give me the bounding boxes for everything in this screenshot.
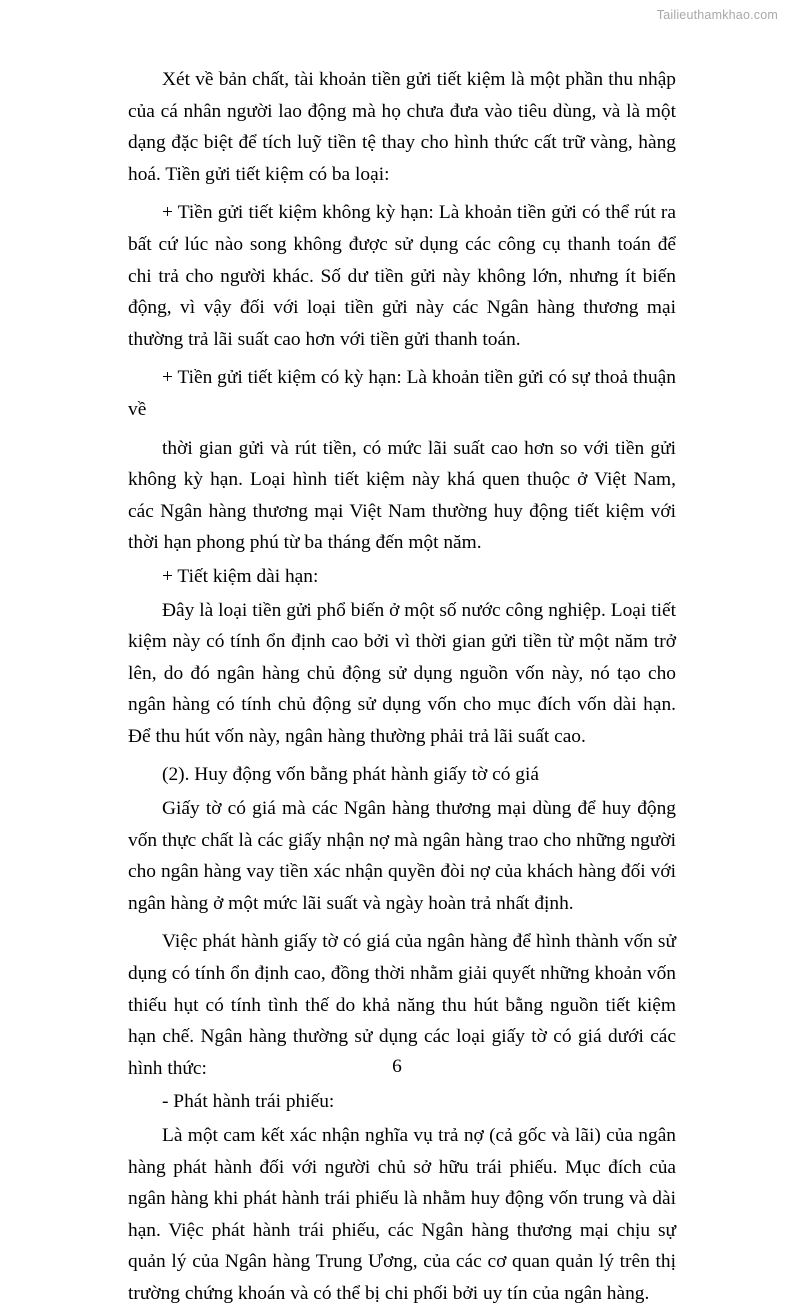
paragraph-1: Xét về bản chất, tài khoản tiền gửi tiết kiệm là một phần thu nhập của cá nhân người lao động mà họ chưa đưa vào tiêu dùng, và là một dạng đặc biệt để tích luỹ tiền tệ thay cho hình thức cất trữ vàng, hàng hoá. Tiền gửi tiết kiệm có ba loại: — [128, 69, 676, 185]
page-number: 6 — [392, 1056, 402, 1077]
paragraph-9: Việc phát hành giấy tờ có giá của ngân hàng để hình thành vốn sử dụng có tính ổn định cao, đồng thời nhằm giải quyết những khoản vốn thiếu hụt có tính tình thế do khả năng thu hút bằng nguồn tiết kiệm hạn chế. Ngân hàng thường sử dụng các loại giấy tờ có giá dưới các hình thức: — [128, 931, 676, 1079]
paragraph-6: Đây là loại tiền gửi phổ biến ở một số nước công nghiệp. Loại tiết kiệm này có tính ổn định cao bởi vì thời gian gửi tiền từ một năm trở lên, do đó ngân hàng chủ động sử dụng nguồn vốn này, nó tạo cho ngân hàng có tính chủ động sử dụng vốn cho mục đích vốn dài hạn. Để thu hút vốn này, ngân hàng thường phải trả lãi suất cao. — [128, 599, 676, 747]
paragraph-4: thời gian gửi và rút tiền, có mức lãi suất cao hơn so với tiền gửi không kỳ hạn. Loại hình tiết kiệm này khá quen thuộc ở Việt Nam, các Ngân hàng thương mại Việt Nam thường huy động tiết kiệm với thời hạn phong phú từ ba tháng đến một năm. — [128, 437, 676, 554]
paragraph-8: Giấy tờ có giá mà các Ngân hàng thương mại dùng để huy động vốn thực chất là các giấy nhận nợ mà ngân hàng trao cho những người cho ngân hàng vay tiền xác nhận quyền đòi nợ của khách hàng đối với ngân hàng ở một mức lãi suất và ngày hoàn trả nhất định. — [128, 798, 676, 914]
paragraph-10: - Phát hành trái phiếu: — [162, 1091, 335, 1113]
paragraph-5: + Tiết kiệm dài hạn: — [162, 565, 319, 587]
paragraph-3: + Tiền gửi tiết kiệm có kỳ hạn: Là khoản tiền gửi có sự thoả thuận về — [128, 367, 676, 420]
watermark-text: Tailieuthamkhao.com — [656, 8, 778, 22]
paragraph-11: Là một cam kết xác nhận nghĩa vụ trả nợ (cả gốc và lãi) của ngân hàng phát hành đối với người chủ sở hữu trái phiếu. Mục đích của ngân hàng khi phát hành trái phiếu là nhằm huy động vốn trung và dài hạn. Việc phát hành trái phiếu, các Ngân hàng thương mại chịu sự quản lý của Ngân hàng Trung Ương, của các cơ quan quản lý trên thị trường chứng khoán và có thể bị chi phối bởi uy tín của ngân hàng. — [128, 1125, 676, 1304]
paragraph-2: + Tiền gửi tiết kiệm không kỳ hạn: Là khoản tiền gửi có thể rút ra bất cứ lúc nào song không được sử dụng các công cụ thanh toán để chi trả cho người khác. Số dư tiền gửi này không lớn, nhưng ít biến động, vì vậy đối với loại tiền gửi này các Ngân hàng thương mại thường trả lãi suất cao hơn với tiền gửi thanh toán. — [128, 202, 676, 350]
paragraph-7: (2). Huy động vốn bằng phát hành giấy tờ có giá — [162, 764, 539, 786]
